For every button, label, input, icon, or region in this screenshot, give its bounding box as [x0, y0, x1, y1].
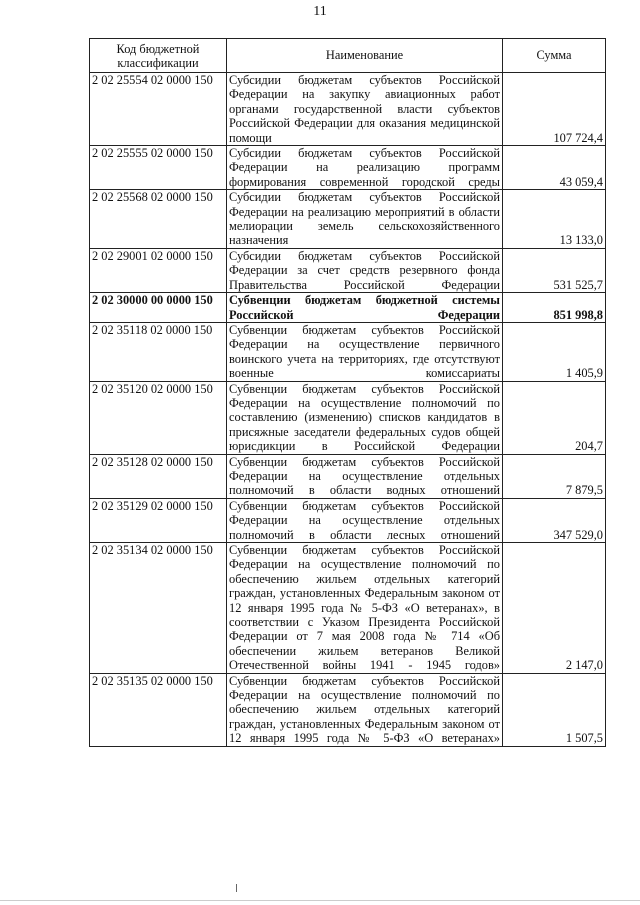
table-row	[90, 146, 606, 190]
row-sum: 851 998,8	[503, 293, 606, 323]
row-name: Субвенции бюджетам субъектов Российской Федерации на осуществление полномочий по обеспечению жильем отдельных категорий граждан, установленных Федеральным законом от 12 января 1995 года № 5-ФЗ «О ветеранах», в соответствии с Указом Президента Российской Федерации от 7 мая 2008 года № 714 «Об обеспечении жильем ветеранов Великой Отечественной войны 1941 - 1945 годов»	[227, 543, 503, 674]
table-row	[90, 190, 606, 249]
row-sum: 107 724,4	[503, 73, 606, 146]
row-sum: 1 507,5	[503, 673, 606, 746]
header-code: Код бюджетной классификации	[90, 39, 227, 73]
row-sum: 347 529,0	[503, 498, 606, 542]
scan-mark	[236, 884, 237, 892]
row-code: 2 02 35128 02 0000 150	[90, 454, 227, 498]
row-code: 2 02 25554 02 0000 150	[90, 73, 227, 146]
row-code: 2 02 35129 02 0000 150	[90, 498, 227, 542]
scan-edge-line	[0, 900, 640, 901]
row-name: Субвенции бюджетам субъектов Российской Федерации на осуществление полномочий по составлению (изменению) списков кандидатов в присяжные заседатели федеральных судов общей юрисдикции в Российской Федерации	[227, 381, 503, 454]
row-sum: 43 059,4	[503, 146, 606, 190]
page-number: 11	[313, 4, 327, 19]
row-code: 2 02 35118 02 0000 150	[90, 322, 227, 381]
row-sum: 7 879,5	[503, 454, 606, 498]
row-sum: 2 147,0	[503, 543, 606, 674]
row-name: Субсидии бюджетам субъектов Российской Федерации за счет средств резервного фонда Правительства Российской Федерации	[227, 248, 503, 292]
header-name: Наименование	[227, 39, 503, 73]
row-sum: 13 133,0	[503, 190, 606, 249]
row-name: Субвенции бюджетам субъектов Российской Федерации на осуществление первичного воинского учета на территориях, где отсутствуют военные комиссариаты	[227, 322, 503, 381]
row-code: 2 02 25568 02 0000 150	[90, 190, 227, 249]
header-sum: Сумма	[503, 39, 606, 73]
table-row	[90, 248, 606, 292]
row-code: 2 02 35134 02 0000 150	[90, 543, 227, 674]
table-row	[90, 543, 606, 674]
table-row	[90, 381, 606, 454]
table-row	[90, 322, 606, 381]
row-sum: 204,7	[503, 381, 606, 454]
budget-table	[89, 38, 606, 747]
row-sum: 1 405,9	[503, 322, 606, 381]
row-sum: 531 525,7	[503, 248, 606, 292]
row-name: Субвенции бюджетам субъектов Российской Федерации на осуществление полномочий по обеспечению жильем отдельных категорий граждан, установленных Федеральным законом от 12 января 1995 года № 5-ФЗ «О ветеранах»	[227, 673, 503, 746]
row-name: Субсидии бюджетам субъектов Российской Федерации на реализацию мероприятий в области мелиорации земель сельскохозяйственного назначения	[227, 190, 503, 249]
table-row	[90, 454, 606, 498]
table-row	[90, 498, 606, 542]
table-row	[90, 73, 606, 146]
row-code: 2 02 35135 02 0000 150	[90, 673, 227, 746]
row-name: Субвенции бюджетам бюджетной системы Российской Федерации	[227, 293, 503, 323]
row-name: Субсидии бюджетам субъектов Российской Федерации на реализацию программ формирования современной городской среды	[227, 146, 503, 190]
row-code: 2 02 30000 00 0000 150	[90, 293, 227, 323]
row-name: Субвенции бюджетам субъектов Российской Федерации на осуществление отдельных полномочий в области водных отношений	[227, 454, 503, 498]
row-name: Субсидии бюджетам субъектов Российской Федерации на закупку авиационных работ органами государственной власти субъектов Российской Федерации для оказания медицинской помощи	[227, 73, 503, 146]
table-row	[90, 673, 606, 746]
table-row-section-total	[90, 293, 606, 323]
row-code: 2 02 25555 02 0000 150	[90, 146, 227, 190]
table-header-row	[90, 39, 606, 73]
row-name: Субвенции бюджетам субъектов Российской Федерации на осуществление отдельных полномочий в области лесных отношений	[227, 498, 503, 542]
row-code: 2 02 29001 02 0000 150	[90, 248, 227, 292]
row-code: 2 02 35120 02 0000 150	[90, 381, 227, 454]
